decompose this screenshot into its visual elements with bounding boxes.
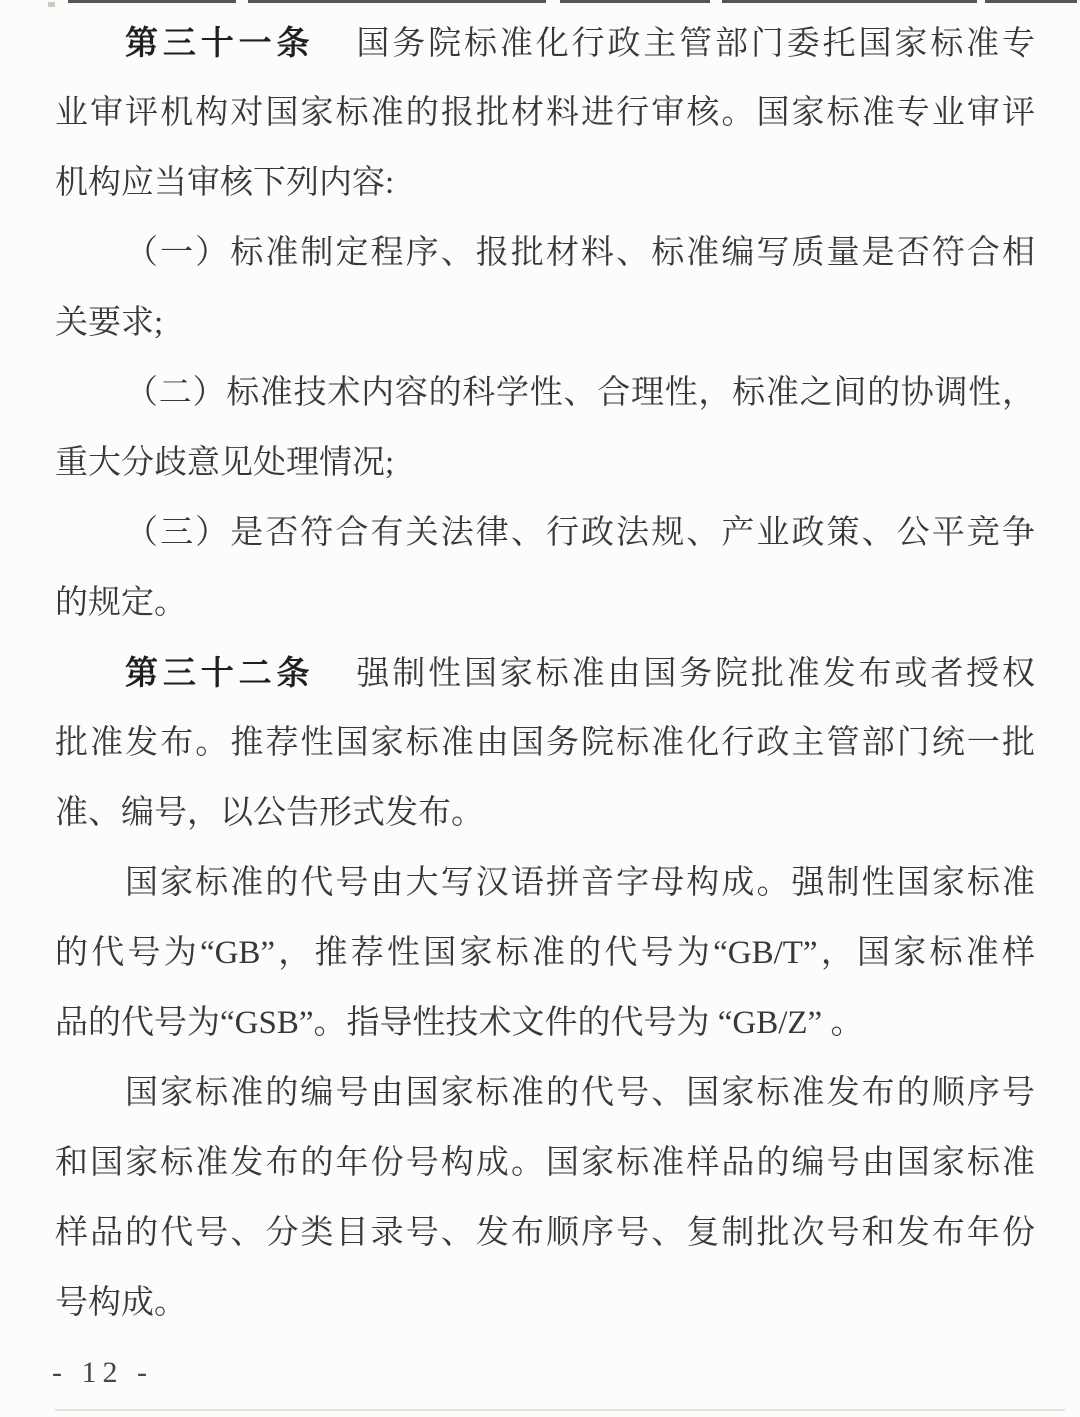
line-text: 关要求; <box>55 305 164 341</box>
text-line <box>55 1268 1035 1338</box>
text-line <box>55 848 1035 918</box>
text-line <box>55 778 1035 848</box>
line-text: 国务院标准化行政主管部门委托国家标准专 <box>356 26 1036 62</box>
line-text: 国家标准的编号由国家标准的代号、国家标准发布的顺序号 <box>125 1075 1035 1111</box>
scan-artifact <box>985 0 1077 3</box>
text-line <box>55 988 1035 1058</box>
line-text: 业审评机构对国家标准的报批材料进行审核。国家标准专业审评 <box>55 95 1035 131</box>
document-body <box>55 8 1035 1338</box>
article-32-number: 第三十二条 <box>125 654 315 691</box>
article-31-number: 第三十一条 <box>125 24 315 61</box>
scan-artifact <box>248 0 546 3</box>
page-number: - 12 - <box>52 1356 153 1389</box>
article-32-heading-line <box>55 638 1035 708</box>
scan-edge-line <box>55 1409 1065 1411</box>
text-line <box>55 568 1035 638</box>
scan-speck <box>48 2 55 7</box>
line-text: 样品的代号、分类目录号、发布顺序号、复制批次号和发布年份 <box>55 1215 1035 1251</box>
line-text: 强制性国家标准由国务院批准发布或者授权 <box>356 656 1036 692</box>
line-text: 号构成。 <box>55 1285 187 1321</box>
text-line <box>55 148 1035 218</box>
line-text: 批准发布。推荐性国家标准由国务院标准化行政主管部门统一批 <box>55 725 1035 761</box>
article-31-heading-line <box>55 8 1035 78</box>
line-text: 的规定。 <box>55 585 187 621</box>
line-text: 国家标准的代号由大写汉语拼音字母构成。强制性国家标准 <box>125 865 1035 901</box>
scan-artifact <box>560 0 710 3</box>
scan-artifact <box>722 0 977 3</box>
text-line <box>55 918 1035 988</box>
text-line <box>55 1128 1035 1198</box>
line-text: （三）是否符合有关法律、行政法规、产业政策、公平竞争 <box>125 515 1035 551</box>
line-text: 品的代号为“GSB”。指导性技术文件的代号为 “GB/Z” 。 <box>55 1005 864 1041</box>
text-line <box>55 1198 1035 1268</box>
list-item-3-line <box>55 498 1035 568</box>
line-text: 准、编号，以公告形式发布。 <box>55 795 484 831</box>
scan-artifact <box>68 0 236 3</box>
list-item-2-line <box>55 358 1035 428</box>
line-text: （二）标准技术内容的科学性、合理性，标准之间的协调性， <box>125 375 1035 411</box>
line-text: 的代号为“GB”，推荐性国家标准的代号为“GB/T”，国家标准样 <box>55 935 1035 971</box>
text-line <box>55 708 1035 778</box>
line-text: 和国家标准发布的年份号构成。国家标准样品的编号由国家标准 <box>55 1145 1035 1181</box>
text-line <box>55 78 1035 148</box>
text-line <box>55 288 1035 358</box>
line-text: 重大分歧意见处理情况; <box>55 445 395 481</box>
text-line <box>55 428 1035 498</box>
text-line <box>55 1058 1035 1128</box>
line-text: （一）标准制定程序、报批材料、标准编写质量是否符合相 <box>125 235 1035 271</box>
line-text: 机构应当审核下列内容: <box>55 165 395 201</box>
list-item-1-line <box>55 218 1035 288</box>
